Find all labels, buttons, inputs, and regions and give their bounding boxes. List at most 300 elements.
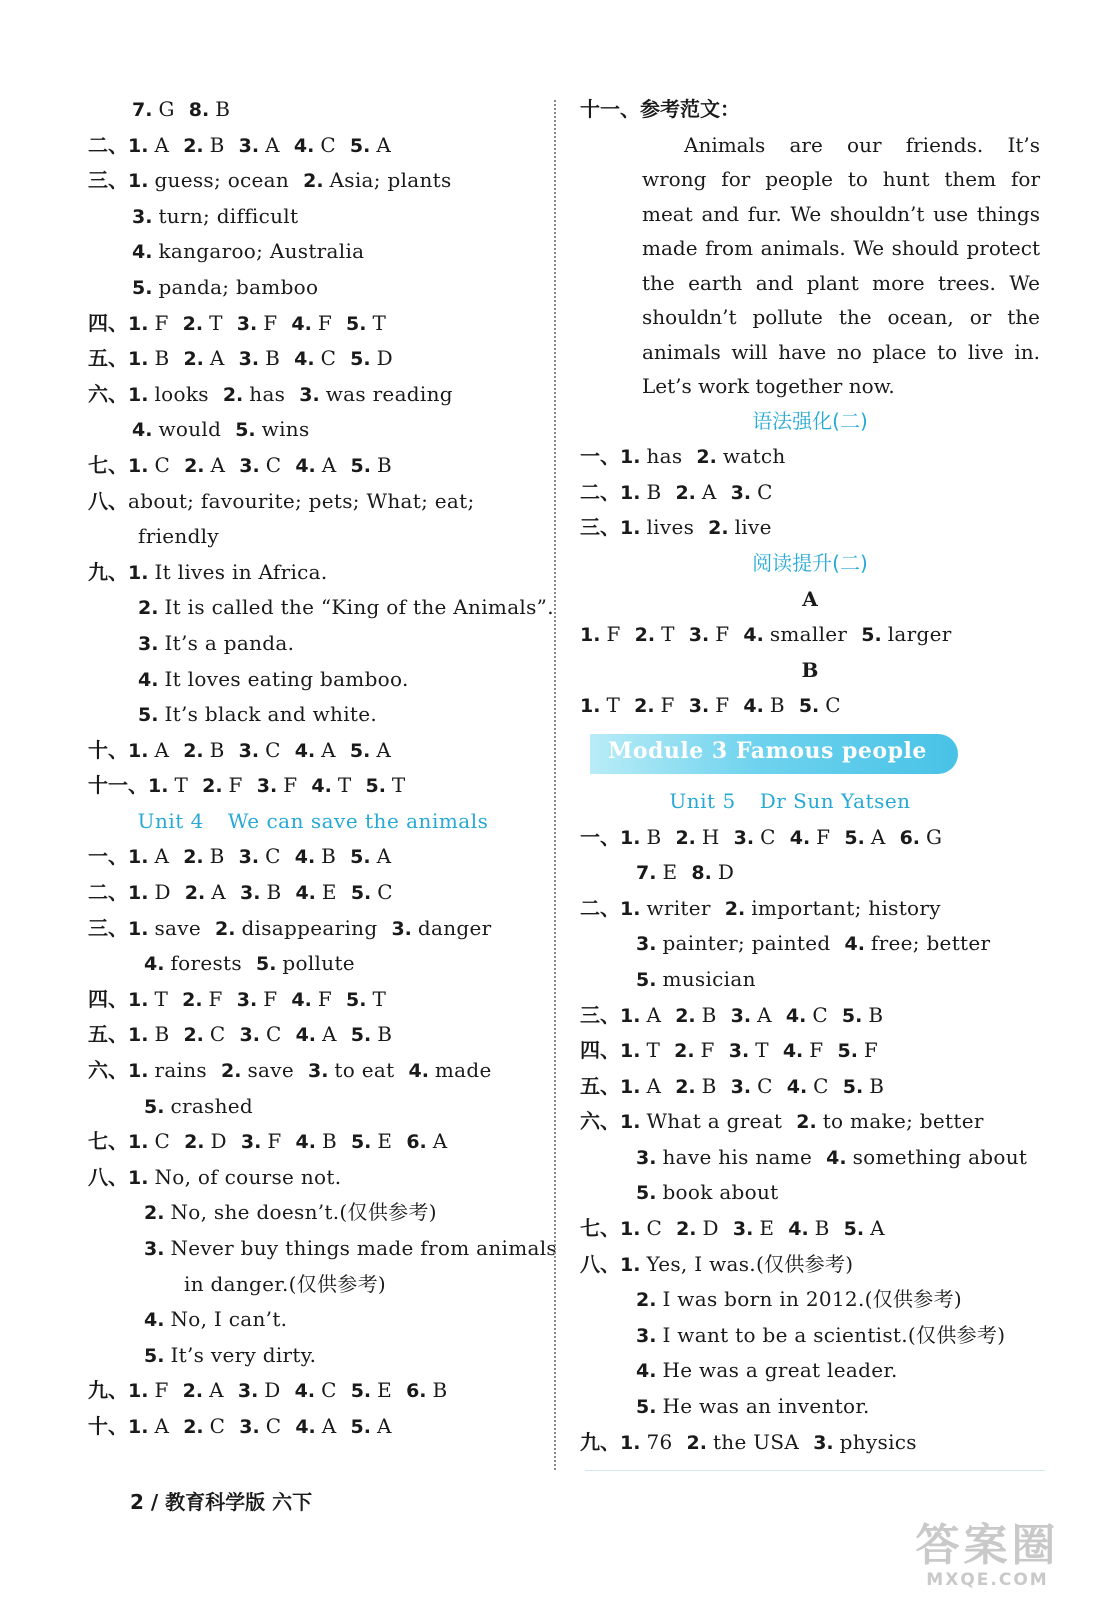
question-number: 3. — [733, 826, 755, 849]
answer-text: C — [757, 1073, 773, 1098]
answer-line — [88, 1195, 558, 1231]
answer-line — [580, 1069, 1040, 1105]
answer-text: T — [661, 622, 675, 647]
question-number: 3. — [636, 1324, 657, 1347]
question-number: 1. — [128, 134, 149, 157]
question-number: 2. — [184, 882, 206, 905]
answer-text: I want to be a scientist.(仅供参考) — [662, 1322, 1006, 1347]
answer-text: A — [870, 824, 886, 849]
question-number: 3. — [730, 481, 752, 504]
question-number: 3. — [256, 775, 278, 798]
answer-text: C — [813, 1073, 829, 1098]
question-number: 3. — [688, 624, 710, 647]
essay-line: Let’s work together now. — [642, 374, 895, 399]
answer-line — [88, 1053, 558, 1089]
answer-text: B — [646, 824, 662, 849]
answer-text: D — [154, 880, 171, 905]
question-number: 2. — [183, 348, 204, 371]
section-number: 三、 — [88, 168, 128, 193]
answer-text: B — [154, 1022, 170, 1047]
question-number: 8. — [188, 99, 210, 121]
question-number: 4. — [144, 953, 165, 976]
section-number: 九、 — [580, 1429, 620, 1454]
answer-line — [580, 475, 1040, 511]
question-number: 2. — [183, 739, 204, 762]
question-number: 6. — [406, 1380, 427, 1403]
answer-text: to eat — [334, 1058, 395, 1083]
answer-text: A — [376, 844, 392, 869]
answer-text: I was born in 2012.(仅供参考) — [662, 1287, 963, 1312]
answer-text: T — [372, 310, 387, 335]
answer-text: C — [265, 1413, 282, 1438]
question-number: 2. — [222, 383, 244, 406]
answer-text: No, of course not. — [154, 1164, 342, 1189]
question-number: 5. — [365, 775, 386, 798]
answer-line — [88, 1409, 558, 1445]
question-number: 3. — [239, 1415, 260, 1438]
question-number: 3. — [238, 739, 260, 762]
answer-text: B — [321, 1129, 337, 1154]
answer-text: A — [376, 132, 392, 157]
page-number: 2 — [130, 1490, 144, 1514]
unit-label: Unit 4 — [137, 808, 204, 833]
answer-line — [88, 768, 558, 804]
answer-text: A — [154, 737, 170, 762]
answer-text: C — [757, 479, 773, 504]
question-number: 1. — [620, 1218, 641, 1241]
question-number: 4. — [786, 1075, 808, 1098]
question-number: 2. — [220, 1060, 242, 1083]
answer-text: It lives in Africa. — [154, 559, 328, 584]
section-number: 十、 — [88, 1413, 128, 1438]
question-number: 2. — [184, 454, 205, 477]
answer-text: C — [646, 1216, 663, 1241]
answer-text: C — [154, 1129, 171, 1154]
question-number: 3. — [307, 1060, 329, 1083]
section-number: 七、 — [88, 452, 128, 477]
question-number: 4. — [291, 988, 312, 1011]
answer-text: G — [926, 824, 943, 849]
question-number: 1. — [148, 775, 169, 798]
section-number: 十一、参考范文： — [580, 97, 740, 121]
answer-text: A — [701, 479, 717, 504]
answer-text: A — [321, 737, 336, 762]
answer-text: G — [158, 97, 175, 121]
answer-text: A — [154, 132, 170, 157]
section-number: 十、 — [88, 737, 128, 762]
answer-text: It’s a panda. — [164, 630, 295, 655]
answer-text: Never buy things made from animals — [170, 1236, 557, 1260]
answer-line — [88, 1089, 558, 1125]
answer-line — [88, 377, 558, 413]
answer-text: C — [209, 1022, 226, 1047]
answer-text: C — [320, 346, 337, 371]
module-banner — [590, 734, 958, 774]
answer-line — [88, 982, 558, 1018]
answer-text: A — [376, 737, 392, 762]
edition-label: 教育科学版 六下 — [165, 1490, 313, 1514]
answer-text: forests — [170, 951, 242, 976]
section-number: 一、 — [580, 824, 620, 849]
section-number: 八、 — [580, 1251, 620, 1276]
answer-text: B — [769, 693, 785, 718]
answer-text: writer — [646, 895, 711, 920]
question-number: 1. — [128, 988, 149, 1011]
question-number: 1. — [128, 561, 149, 584]
answer-line — [580, 439, 1040, 475]
question-number: 2. — [675, 1075, 696, 1098]
answer-text: something about — [852, 1144, 1028, 1169]
answer-text: E — [662, 860, 678, 885]
essay-line: Animals are our friends. It’s — [684, 132, 1040, 157]
column-divider — [554, 100, 556, 1470]
essay-line: wrong for people to hunt them for — [642, 167, 1040, 192]
answer-line — [88, 555, 558, 591]
answer-line — [88, 804, 558, 840]
section-number: 九、 — [88, 1378, 128, 1403]
answer-text: Asia; plants — [329, 168, 452, 193]
answer-text: A — [321, 452, 337, 477]
question-number: 8. — [691, 862, 712, 885]
answer-text: B — [376, 452, 392, 477]
answer-line — [580, 1282, 1040, 1318]
question-number: 2. — [214, 917, 236, 940]
question-number: 2. — [182, 312, 204, 335]
answer-text: F — [317, 986, 333, 1011]
question-number: 1. — [128, 1060, 149, 1083]
section-number: 六、 — [580, 1109, 620, 1134]
answer-text: guess; ocean — [154, 168, 290, 193]
answer-text: E — [377, 1378, 393, 1403]
question-number: 5. — [350, 1024, 372, 1047]
question-number: 5. — [132, 276, 153, 299]
answer-line — [88, 234, 558, 270]
question-number: 2. — [184, 1131, 205, 1154]
question-number: 4. — [132, 241, 153, 264]
question-number: 1. — [128, 312, 149, 335]
question-number: 1. — [620, 1040, 641, 1063]
question-number: 5. — [255, 953, 277, 976]
question-number: 5. — [798, 695, 820, 718]
answer-line — [580, 546, 1040, 582]
answer-text: disappearing — [241, 915, 378, 940]
question-number: 4. — [293, 134, 315, 157]
answer-line — [580, 1425, 1040, 1461]
answer-text: panda; bamboo — [158, 274, 319, 299]
answer-line — [580, 688, 1040, 724]
answer-line — [88, 341, 558, 377]
question-number: 4. — [294, 1380, 316, 1403]
answer-line — [88, 875, 558, 911]
answer-line — [88, 448, 558, 484]
answer-line — [580, 404, 1040, 440]
answer-line — [88, 1267, 558, 1303]
question-number: 6. — [899, 826, 921, 849]
model-essay — [580, 128, 1040, 404]
question-number: 5. — [350, 846, 371, 869]
question-number: 1. — [580, 695, 601, 718]
answer-text: It’s very dirty. — [170, 1342, 317, 1367]
answer-line — [88, 662, 558, 698]
answer-text: has — [249, 381, 286, 406]
answer-text: F — [154, 1378, 169, 1403]
question-number: 1. — [620, 1253, 641, 1276]
answer-text: looks — [154, 381, 209, 406]
question-number: 2. — [675, 1004, 696, 1027]
question-number: 3. — [391, 917, 412, 940]
answer-line — [580, 926, 1040, 962]
answer-text: D — [717, 860, 735, 885]
question-number: 1. — [620, 446, 641, 469]
section-number: 六、 — [88, 1058, 128, 1083]
answer-text: No, I can’t. — [170, 1307, 288, 1332]
question-number: 4. — [408, 1060, 429, 1083]
question-number: 2. — [675, 826, 696, 849]
answer-line — [88, 1017, 558, 1053]
answer-line — [580, 1318, 1040, 1354]
question-number: 5. — [842, 1075, 864, 1098]
question-number: 2. — [636, 1289, 657, 1312]
question-number: 1. — [620, 517, 641, 540]
section-number: 八、 — [88, 488, 128, 513]
answer-text: C — [760, 824, 776, 849]
question-number: 3. — [237, 1380, 259, 1403]
question-number: 1. — [128, 739, 149, 762]
question-number: 4. — [294, 348, 315, 371]
question-number: 3. — [239, 1024, 260, 1047]
answer-line — [88, 911, 558, 947]
answer-line — [88, 306, 558, 342]
answer-line — [88, 733, 558, 769]
answer-text: F — [715, 693, 730, 718]
answer-text: F — [263, 310, 278, 335]
answer-text: It loves eating bamboo. — [164, 666, 409, 691]
answer-text: save — [247, 1058, 294, 1083]
answer-text: B — [701, 1002, 717, 1027]
question-number: 2. — [183, 846, 204, 869]
section-number: 五、 — [88, 346, 128, 371]
answer-text: F — [263, 986, 278, 1011]
section-number: 二、 — [88, 132, 128, 157]
answer-text: T — [154, 986, 169, 1011]
answer-text: book about — [662, 1180, 779, 1205]
answer-line — [580, 820, 1040, 856]
answer-line — [580, 653, 1040, 689]
answer-line — [88, 946, 558, 982]
answer-line — [88, 199, 558, 235]
grammar-heading: 语法强化(二) — [752, 408, 868, 433]
section-number: 四、 — [580, 1038, 620, 1063]
question-number: 2. — [724, 897, 746, 920]
answer-text: C — [154, 452, 171, 477]
answer-text: C — [265, 1022, 282, 1047]
footer-rule — [585, 1470, 1045, 1471]
question-number: 1. — [620, 1075, 641, 1098]
question-number: 5. — [350, 1131, 372, 1154]
question-number: 1. — [620, 1431, 641, 1454]
question-number: 2. — [674, 1040, 695, 1063]
question-number: 2. — [676, 1218, 697, 1241]
answer-text: F — [809, 1038, 824, 1063]
answer-text: F — [228, 773, 243, 798]
answer-text: F — [660, 693, 675, 718]
answer-text: A — [209, 1378, 224, 1403]
answer-text: T — [337, 773, 352, 798]
answer-text: He was an inventor. — [662, 1394, 870, 1419]
question-number: 1. — [128, 1131, 149, 1154]
essay-line: animals will have no place to live in. — [642, 339, 1040, 364]
answer-text: kangaroo; Australia — [158, 239, 365, 264]
question-number: 4. — [743, 695, 764, 718]
question-number: 5. — [350, 348, 371, 371]
answer-text: B — [868, 1002, 884, 1027]
answer-text: A — [376, 1413, 392, 1438]
section-number: 五、 — [580, 1073, 620, 1098]
question-number: 5. — [346, 988, 367, 1011]
section-number: 八、 — [88, 1164, 128, 1189]
question-number: 3. — [236, 312, 258, 335]
question-number: 3. — [636, 1146, 657, 1169]
answer-text: B — [869, 1073, 885, 1098]
question-number: 4. — [311, 775, 332, 798]
answer-text: save — [154, 915, 201, 940]
unit-title: Dr Sun Yatsen — [759, 788, 911, 813]
footer-separator: / — [150, 1490, 159, 1514]
essay-line: the earth and plant more trees. We — [642, 270, 1040, 295]
question-number: 2. — [796, 1111, 817, 1134]
question-number: 3. — [240, 882, 261, 905]
question-number: 2. — [686, 1431, 707, 1454]
question-number: 5. — [841, 1004, 863, 1027]
question-number: 5. — [349, 134, 371, 157]
answer-line — [580, 1211, 1040, 1247]
answer-line — [580, 1175, 1040, 1211]
right-column — [580, 92, 1040, 1460]
question-number: 3. — [728, 1040, 750, 1063]
answer-text: E — [377, 1129, 393, 1154]
unit-label: Unit 5 — [669, 788, 736, 813]
answer-line — [88, 1338, 558, 1374]
essay-line: shouldn’t pollute the ocean, or the — [642, 305, 1040, 330]
answer-text: B — [321, 844, 337, 869]
answer-text: C — [209, 1413, 226, 1438]
answer-line — [88, 128, 558, 164]
question-number: 1. — [620, 897, 641, 920]
watermark-logo-text: 答案圈 — [915, 1520, 1060, 1571]
question-number: 1. — [128, 1415, 149, 1438]
answer-line — [580, 1389, 1040, 1425]
answer-text: physics — [839, 1429, 917, 1454]
question-number: 4. — [132, 419, 153, 442]
answer-text: T — [372, 986, 387, 1011]
question-number: 1. — [128, 882, 149, 905]
answer-text: It is called the “King of the Animals”. — [164, 595, 554, 620]
answer-line — [580, 1033, 1040, 1069]
question-number: 1. — [580, 624, 601, 647]
answer-text: B — [432, 1378, 448, 1403]
question-number: 1. — [128, 1024, 149, 1047]
answer-text: F — [863, 1038, 879, 1063]
answer-text: F — [283, 773, 298, 798]
answer-line — [88, 1160, 558, 1196]
answer-text: B — [377, 1022, 393, 1047]
answer-text: about; favourite; pets; What; eat; — [128, 488, 475, 513]
answer-line — [88, 839, 558, 875]
question-number: 4. — [144, 1309, 165, 1332]
question-number: 3. — [238, 134, 260, 157]
watermark-url: MXQE.COM — [926, 1570, 1049, 1590]
answer-text: C — [825, 693, 841, 718]
answer-text: C — [812, 1002, 828, 1027]
question-number: 3. — [138, 632, 159, 655]
answer-text: E — [321, 880, 337, 905]
answer-text: B — [209, 844, 225, 869]
answer-line — [88, 1231, 558, 1267]
question-number: 4. — [295, 454, 316, 477]
question-number: 2. — [634, 624, 656, 647]
answer-line — [580, 1247, 1040, 1283]
answer-text: D — [702, 1216, 719, 1241]
answer-text: C — [377, 880, 393, 905]
question-number: 1. — [128, 170, 149, 193]
question-number: 1. — [620, 481, 641, 504]
answer-text: T — [209, 310, 223, 335]
question-number: 2. — [202, 775, 223, 798]
question-number: 3. — [636, 933, 657, 956]
answer-text: A — [757, 1002, 772, 1027]
answer-text: A — [211, 880, 226, 905]
question-number: 4. — [138, 668, 159, 691]
answer-text: friendly — [138, 524, 219, 549]
module-title: Module 3 Famous people — [608, 737, 927, 764]
section-number: 六、 — [88, 381, 128, 406]
question-number: 3. — [813, 1431, 834, 1454]
question-number: 4. — [295, 1131, 316, 1154]
answer-line — [580, 962, 1040, 998]
answer-text: T — [646, 1038, 661, 1063]
answer-line — [580, 998, 1040, 1034]
answer-text: What a great — [646, 1109, 783, 1134]
section-number: 三、 — [580, 1002, 620, 1027]
question-number: 5. — [138, 704, 159, 727]
question-number: 1. — [620, 1004, 641, 1027]
answer-text: F — [267, 1129, 282, 1154]
answer-text: F — [606, 622, 621, 647]
answer-line — [88, 92, 558, 128]
question-number: 4. — [294, 739, 316, 762]
question-number: 3. — [299, 383, 320, 406]
part-a-label: A — [802, 586, 818, 611]
page-footer — [130, 1486, 312, 1515]
answer-line — [580, 855, 1040, 891]
answer-line — [88, 697, 558, 733]
answer-text: have his name — [662, 1144, 813, 1169]
answer-text: danger — [417, 915, 492, 940]
answer-text: A — [432, 1129, 448, 1154]
question-number: 5. — [861, 624, 882, 647]
answer-text: A — [646, 1073, 662, 1098]
answer-line — [580, 510, 1040, 546]
answer-text: T — [606, 693, 621, 718]
answer-text: wins — [261, 417, 310, 442]
question-number: 5. — [636, 1182, 657, 1205]
answer-line — [88, 1124, 558, 1160]
question-number: 4. — [789, 826, 811, 849]
answer-text: F — [317, 310, 333, 335]
question-number: 5. — [350, 1415, 371, 1438]
watermark-logo — [900, 1522, 1075, 1592]
question-number: 3. — [239, 454, 260, 477]
